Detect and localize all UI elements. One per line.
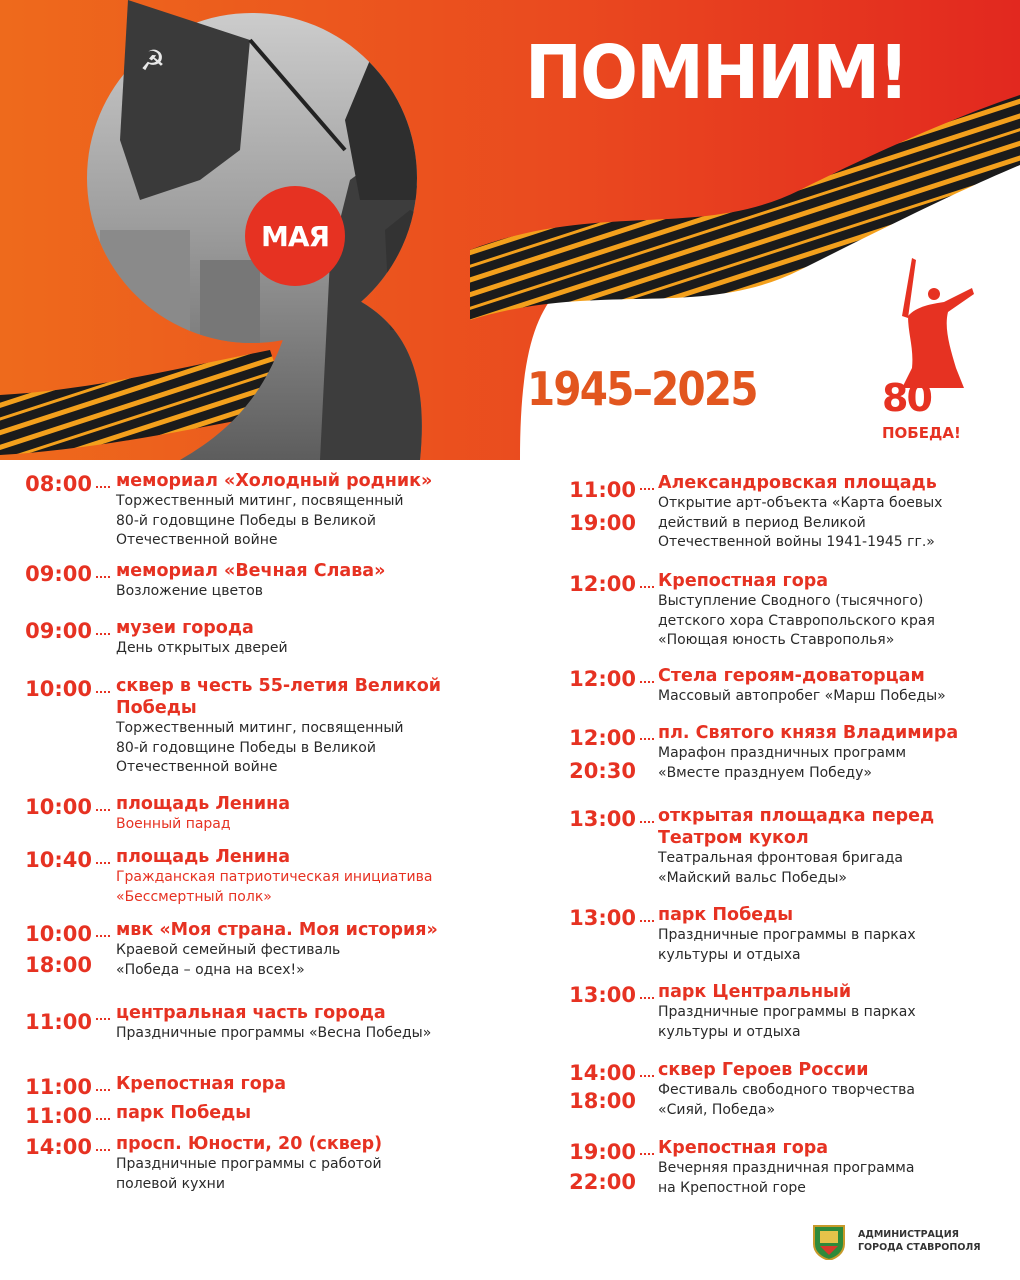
event-description: Военный парад bbox=[116, 816, 231, 832]
event-description: Марафон праздничных программ bbox=[658, 745, 907, 761]
event-body bbox=[116, 919, 496, 980]
event-time: 13:00 bbox=[569, 983, 636, 1007]
admin-line-1: АДМИНИСТРАЦИЯ bbox=[858, 1229, 959, 1240]
event-times bbox=[560, 1059, 636, 1115]
event-time: 10:00 bbox=[25, 922, 92, 946]
event-time: 13:00 bbox=[569, 906, 636, 930]
event-description: День открытых дверей bbox=[116, 640, 288, 656]
event-times bbox=[560, 474, 636, 540]
event-place: мвк «Моя страна. Моя история» bbox=[116, 920, 438, 940]
event-body bbox=[116, 1002, 496, 1044]
event-time: 11:00 bbox=[25, 1104, 92, 1128]
dotted-leader bbox=[96, 1149, 110, 1151]
event-place: площадь Ленина bbox=[116, 847, 291, 867]
event-time: 10:00 bbox=[25, 795, 92, 819]
dotted-leader bbox=[640, 681, 654, 683]
hammer-sickle-icon: ☭ bbox=[140, 44, 166, 77]
event-place: сквер Героев России bbox=[658, 1060, 869, 1080]
dotted-leader bbox=[640, 488, 654, 490]
event-body bbox=[658, 981, 1008, 1042]
event-description: Праздничные программы с работой bbox=[116, 1156, 382, 1172]
event-times bbox=[18, 675, 92, 704]
event-description: «Бессмертный полк» bbox=[116, 888, 272, 905]
event-description: Краевой семейный фестиваль bbox=[116, 942, 341, 958]
event-place: Крепостная гора bbox=[658, 1138, 829, 1158]
dotted-leader bbox=[640, 1153, 654, 1155]
dotted-leader bbox=[96, 862, 110, 864]
event-place: центральная часть города bbox=[116, 1003, 386, 1023]
event-body bbox=[658, 1059, 1008, 1120]
event-times bbox=[18, 1008, 92, 1037]
dotted-leader bbox=[640, 586, 654, 588]
event-time: 11:00 bbox=[25, 1075, 92, 1099]
event-time: 10:40 bbox=[25, 848, 92, 872]
event-body bbox=[658, 665, 1008, 707]
event-description: «Сияй, Победа» bbox=[658, 1101, 776, 1118]
event-description: Торжественный митинг, посвященный bbox=[116, 720, 404, 736]
event-times bbox=[560, 722, 636, 788]
event-place: пл. Святого князя Владимира bbox=[658, 723, 959, 743]
event-description: Массовый автопробег «Марш Победы» bbox=[658, 688, 946, 704]
event-description: «Майский вальс Победы» bbox=[658, 869, 847, 886]
event-description: Праздничные программы в парках bbox=[658, 1004, 916, 1020]
event-time: 19:00 bbox=[569, 1140, 636, 1164]
event-place: парк Победы bbox=[658, 905, 794, 925]
dotted-leader bbox=[96, 1018, 110, 1020]
event-times bbox=[560, 570, 636, 599]
dotted-leader bbox=[96, 691, 110, 693]
dotted-leader bbox=[640, 920, 654, 922]
event-description: Вечерняя праздничная программа bbox=[658, 1160, 915, 1176]
event-time: 12:00 bbox=[569, 572, 636, 596]
event-description: «Победа – одна на всех!» bbox=[116, 961, 305, 978]
event-body bbox=[116, 846, 496, 907]
event-time: 13:00 bbox=[569, 807, 636, 831]
event-times bbox=[560, 665, 636, 694]
event-description: Праздничные программы в парках bbox=[658, 927, 916, 943]
event-body bbox=[116, 560, 496, 602]
dotted-leader bbox=[640, 821, 654, 823]
event-times bbox=[560, 1137, 636, 1197]
event-body bbox=[658, 472, 1008, 553]
event-place: парк Победы bbox=[116, 1103, 252, 1123]
event-times bbox=[18, 1073, 92, 1102]
logo-text: ПОБЕДА! bbox=[882, 424, 961, 442]
event-body bbox=[658, 722, 1008, 783]
event-description: «Вместе празднуем Победу» bbox=[658, 764, 872, 781]
event-body bbox=[116, 1102, 496, 1124]
dotted-leader bbox=[640, 1075, 654, 1077]
event-description: действий в период Великой bbox=[658, 514, 866, 531]
event-body bbox=[658, 570, 1008, 651]
event-time: 19:00 bbox=[569, 511, 636, 535]
event-place: музеи города bbox=[116, 618, 254, 638]
event-description: «Поющая юность Ставрополья» bbox=[658, 632, 895, 648]
event-time: 11:00 bbox=[569, 478, 636, 502]
event-description: Выступление Сводного (тысячного) bbox=[658, 593, 924, 609]
event-time: 10:00 bbox=[25, 677, 92, 701]
years-range: 1945–2025 bbox=[527, 362, 757, 416]
event-place: просп. Юности, 20 (сквер) bbox=[116, 1134, 383, 1154]
event-description: Праздничные программы «Весна Победы» bbox=[116, 1025, 432, 1041]
event-place: парк Центральный bbox=[658, 982, 852, 1002]
event-description: культуры и отдыха bbox=[658, 946, 801, 963]
event-description: полевой кухни bbox=[116, 1175, 225, 1192]
dotted-leader bbox=[640, 738, 654, 740]
event-place: Крепостная гора bbox=[116, 1074, 287, 1094]
event-place: Александровская площадь bbox=[658, 473, 937, 493]
city-crest-icon bbox=[812, 1222, 846, 1260]
month-badge: МАЯ bbox=[245, 186, 345, 286]
event-time: 22:00 bbox=[569, 1170, 636, 1194]
event-body bbox=[116, 793, 496, 835]
dotted-leader bbox=[96, 1089, 110, 1091]
event-times bbox=[18, 470, 92, 499]
dotted-leader bbox=[96, 633, 110, 635]
event-times bbox=[560, 981, 636, 1010]
dotted-leader bbox=[96, 935, 110, 937]
administration-logo bbox=[812, 1220, 992, 1260]
dotted-leader bbox=[96, 576, 110, 578]
event-place: Крепостная гора bbox=[658, 571, 829, 591]
event-times bbox=[18, 617, 92, 646]
event-time: 11:00 bbox=[25, 1010, 92, 1034]
event-place: открытая площадка перед Театром кукол bbox=[658, 806, 935, 848]
motherland-statue-icon bbox=[872, 258, 982, 388]
event-description: Гражданская патриотическая инициатива bbox=[116, 869, 433, 885]
event-description: Отечественной войны 1941-1945 гг.» bbox=[658, 534, 935, 550]
event-place: сквер в честь 55-летия Великой Победы bbox=[116, 676, 442, 718]
dotted-leader bbox=[96, 809, 110, 811]
event-times bbox=[18, 793, 92, 822]
event-place: площадь Ленина bbox=[116, 794, 291, 814]
event-times bbox=[18, 846, 92, 875]
event-body bbox=[116, 1133, 496, 1194]
hero-banner bbox=[0, 0, 1020, 460]
victory-80-logo bbox=[872, 258, 982, 448]
event-body bbox=[658, 805, 1008, 888]
event-description: Торжественный митинг, посвященный bbox=[116, 493, 404, 509]
event-description: Отечественной войне bbox=[116, 532, 278, 548]
event-time: 18:00 bbox=[25, 953, 92, 977]
event-times bbox=[18, 560, 92, 589]
event-time: 12:00 bbox=[569, 667, 636, 691]
event-description: Отечественной войне bbox=[116, 759, 278, 775]
event-time: 09:00 bbox=[25, 619, 92, 643]
event-body bbox=[116, 470, 496, 551]
event-place: Стела героям-доваторцам bbox=[658, 666, 925, 686]
admin-line-2: ГОРОДА СТАВРОПОЛЯ bbox=[858, 1242, 981, 1253]
event-times bbox=[560, 805, 636, 834]
event-body bbox=[116, 1073, 496, 1095]
page-title: ПОМНИМ! bbox=[525, 30, 908, 116]
dotted-leader bbox=[96, 486, 110, 488]
logo-number: 80 bbox=[882, 376, 931, 420]
event-place: мемориал «Вечная Слава» bbox=[116, 561, 386, 581]
event-time: 14:00 bbox=[569, 1061, 636, 1085]
event-times bbox=[560, 904, 636, 933]
event-time: 14:00 bbox=[25, 1135, 92, 1159]
event-description: Фестиваль свободного творчества bbox=[658, 1082, 916, 1098]
event-description: культуры и отдыха bbox=[658, 1023, 801, 1040]
event-times bbox=[18, 1102, 92, 1131]
event-description: Театральная фронтовая бригада bbox=[658, 850, 903, 866]
event-description: на Крепостной горе bbox=[658, 1179, 806, 1196]
event-body bbox=[658, 1137, 1008, 1198]
event-time: 08:00 bbox=[25, 472, 92, 496]
event-time: 09:00 bbox=[25, 562, 92, 586]
event-description: Открытие арт-объекта «Карта боевых bbox=[658, 495, 943, 511]
event-time: 20:30 bbox=[569, 759, 636, 783]
event-times bbox=[18, 1133, 92, 1162]
event-time: 18:00 bbox=[569, 1089, 636, 1113]
event-place: мемориал «Холодный родник» bbox=[116, 471, 433, 491]
event-time: 12:00 bbox=[569, 726, 636, 750]
event-body bbox=[658, 904, 1008, 965]
event-description: 80-й годовщине Победы в Великой bbox=[116, 512, 376, 529]
event-body bbox=[116, 617, 496, 659]
event-description: детского хора Ставропольского края bbox=[658, 612, 935, 629]
event-body bbox=[116, 675, 496, 778]
dotted-leader bbox=[96, 1118, 110, 1120]
event-description: 80-й годовщине Победы в Великой bbox=[116, 739, 376, 756]
dotted-leader bbox=[640, 997, 654, 999]
event-times bbox=[18, 919, 92, 981]
event-description: Возложение цветов bbox=[116, 583, 264, 599]
